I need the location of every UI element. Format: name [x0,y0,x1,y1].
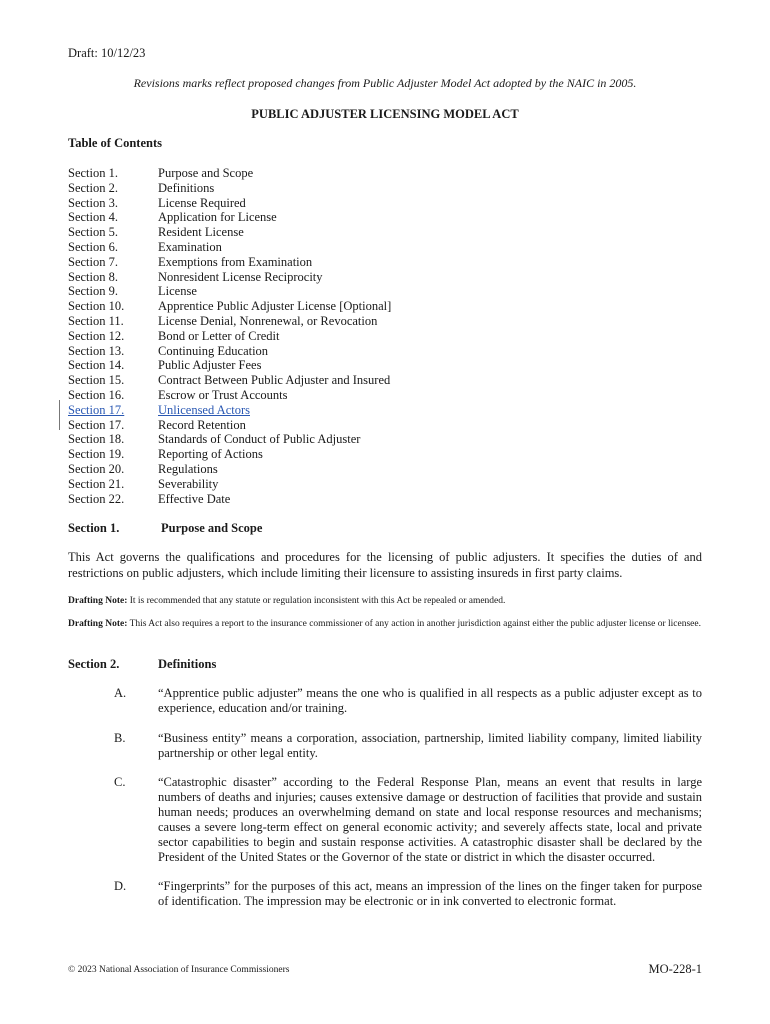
definition-item: C. “Catastrophic disaster” according to the Federal Response Plan, means an event that results in large numbers of deaths and injuries; causes extensive damage or destruction of facilities that provide and sustain human needs; produces an overwhelming demand on state and local response resources and mechanisms; causes a severe long-term effect on general economic activity; and severely affects state, local and private sector capabilities to begin and sustain response activities. A catastrophic disaster shall be declared by the President of the United States or the Governor of the state or district in which the disaster occurred. [114,775,702,864]
toc-entry: Section 8. Nonresident License Reciprocity [68,269,323,284]
toc-entry: Section 12. Bond or Letter of Credit [68,328,280,343]
toc-entry: Section 5. Resident License [68,225,244,240]
toc-entry: Section 10. Apprentice Public Adjuster License [Optional] [68,299,392,314]
toc-entry: Section 6. Examination [68,239,222,254]
definition-item: B. “Business entity” means a corporation, association, partnership, limited liability company, limited liability partnership or other legal entity. [114,731,702,760]
document-title: PUBLIC ADJUSTER LICENSING MODEL ACT [251,107,519,121]
footer-copyright: © 2023 National Association of Insurance Commissioners [68,965,290,975]
toc-entry: Section 18. Standards of Conduct of Public Adjuster [68,432,361,447]
toc-entry: Section 2. Definitions [68,180,215,195]
toc-entry: Section 22. Effective Date [68,491,231,506]
toc-entry: Section 15. Contract Between Public Adjuster and Insured [68,373,391,388]
toc-entry: Section 19. Reporting of Actions [68,447,263,462]
toc-entry: Section 7. Exemptions from Examination [68,254,313,269]
toc-entry: Section 21. Severability [68,476,219,491]
toc-entry: Section 14. Public Adjuster Fees [68,358,262,373]
toc-entry: Section 17. Record Retention [68,417,246,432]
toc-entry: Section 20. Regulations [68,461,218,476]
section-1-body: This Act governs the qualifications and procedures for the licensing of public adjusters. It specifies the duties of and restrictions on public adjusters, which include limiting their licensure to assisting insureds in first party claims. [68,550,702,580]
section-1-heading [68,521,262,536]
section-2-heading [68,657,216,672]
definition-item: D. “Fingerprints” for the purposes of this act, means an impression of the lines on the finger taken for purpose of identification. The impression may be electronic or in ink converted to electronic format. [114,879,702,908]
section-2-number: Section 2. [68,657,120,671]
section-1-number: Section 1. [68,521,120,535]
table-of-contents [68,166,391,506]
toc-entry: Section 3. License Required [68,195,246,210]
toc-entry: Section 1. Purpose and Scope [68,166,254,180]
drafting-note-2: Drafting Note: This Act also requires a report to the insurance commissioner of any action in another jurisdiction against either the public adjuster license or licensee. [68,619,701,629]
toc-entry: Section 9. License [68,284,197,299]
toc-entry: Section 13. Continuing Education [68,343,269,358]
section-1-title: Purpose and Scope [161,521,263,535]
revision-change-bar [59,400,60,430]
draft-date: Draft: 10/12/23 [68,46,146,60]
toc-entry: Section 16. Escrow or Trust Accounts [68,387,288,402]
toc-entry-link-unlicensed-actors[interactable]: Section 17. Unlicensed Actors [68,402,250,417]
toc-entry: Section 11. License Denial, Nonrenewal, or Revocation [68,313,378,328]
toc-entry: Section 4. Application for License [68,210,277,225]
revisions-note: Revisions marks reflect proposed changes from Public Adjuster Model Act adopted by the NAIC in 2005. [133,76,637,90]
section-2-title: Definitions [158,657,217,671]
toc-heading: Table of Contents [68,136,162,150]
footer-page-number: MO-228-1 [648,962,702,976]
definition-item: A. “Apprentice public adjuster” means the one who is qualified in all respects as a public adjuster except as to experience, education and/or training. [114,686,702,715]
drafting-note-1: Drafting Note: It is recommended that any statute or regulation inconsistent with this Act be repealed or amended. [68,596,506,606]
